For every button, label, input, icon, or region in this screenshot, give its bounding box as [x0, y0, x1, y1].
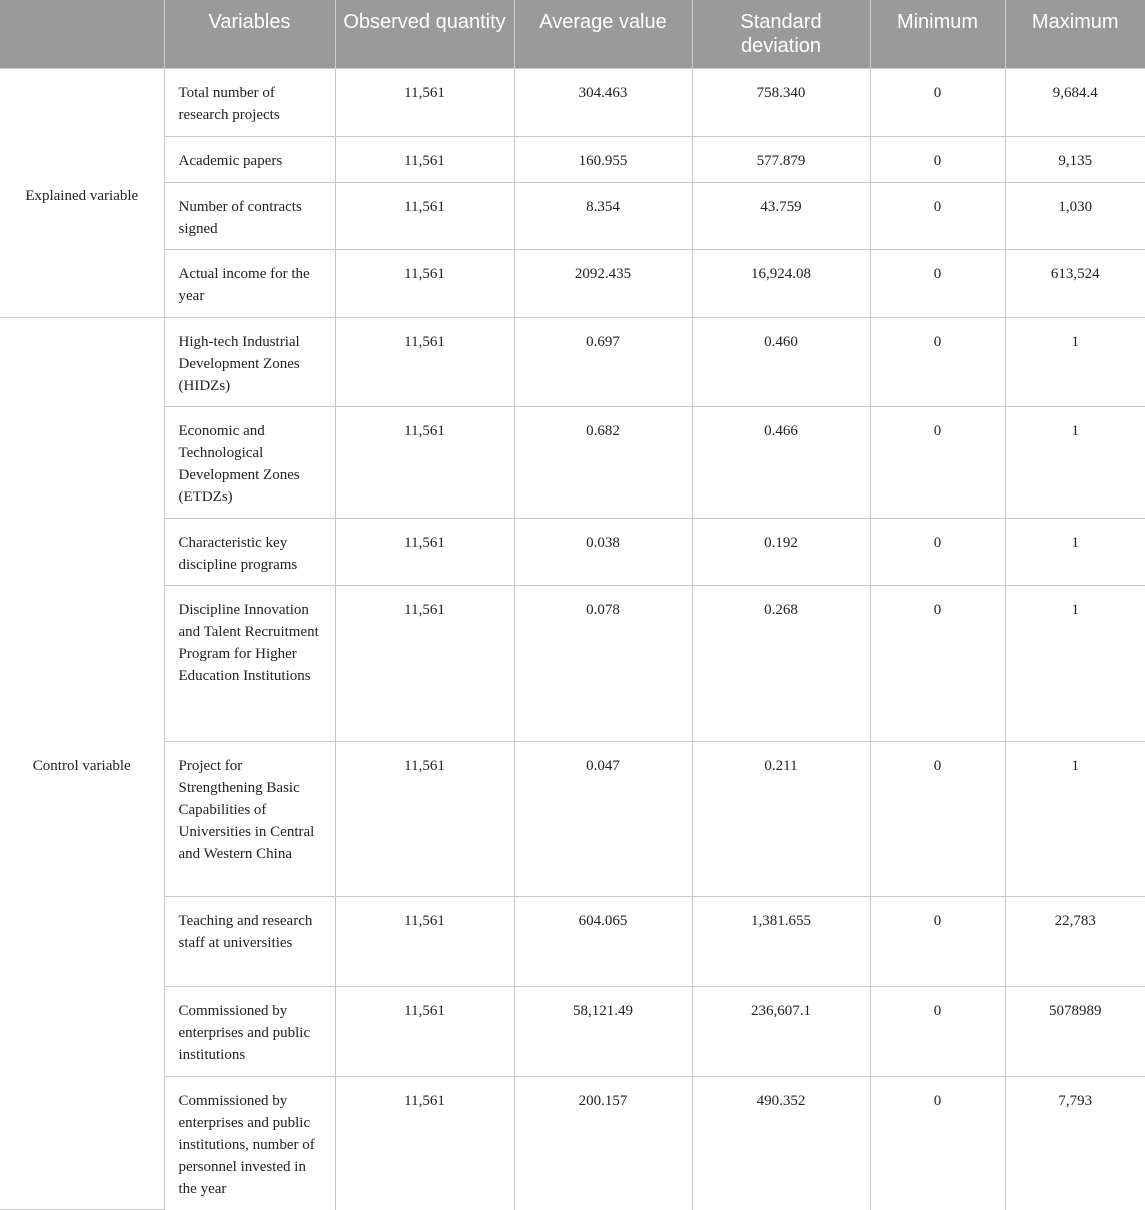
header-average-value: Average value [514, 0, 692, 69]
table-row [0, 1077, 1145, 1210]
sd-cell: 43.759 [692, 183, 870, 250]
min-cell: 0 [870, 318, 1005, 407]
average-cell: 304.463 [514, 69, 692, 137]
observed-cell: 11,561 [335, 987, 514, 1077]
header-observed-quantity: Observed quantity [335, 0, 514, 69]
table-row [0, 137, 1145, 183]
max-cell: 1 [1005, 519, 1145, 586]
header-standard-deviation: Standard deviation [692, 0, 870, 69]
observed-cell: 11,561 [335, 183, 514, 250]
average-cell: 0.682 [514, 407, 692, 519]
min-cell: 0 [870, 137, 1005, 183]
min-cell: 0 [870, 897, 1005, 987]
table-row [0, 987, 1145, 1077]
observed-cell: 11,561 [335, 250, 514, 318]
sd-cell: 16,924.08 [692, 250, 870, 318]
average-cell: 8.354 [514, 183, 692, 250]
observed-cell: 11,561 [335, 137, 514, 183]
variable-name: Discipline Innovation and Talent Recruitment Program for Higher Education Institutions [164, 586, 335, 742]
max-cell: 1 [1005, 586, 1145, 742]
observed-cell: 11,561 [335, 1077, 514, 1210]
max-cell: 9,135 [1005, 137, 1145, 183]
variable-name: Total number of research projects [164, 69, 335, 137]
observed-cell: 11,561 [335, 407, 514, 519]
sd-cell: 577.879 [692, 137, 870, 183]
average-cell: 0.038 [514, 519, 692, 586]
table-row [0, 586, 1145, 742]
min-cell: 0 [870, 250, 1005, 318]
average-cell: 160.955 [514, 137, 692, 183]
variable-name: High-tech Industrial Development Zones (HIDZs) [164, 318, 335, 407]
max-cell: 1 [1005, 742, 1145, 897]
max-cell: 5078989 [1005, 987, 1145, 1077]
min-cell: 0 [870, 586, 1005, 742]
max-cell: 613,524 [1005, 250, 1145, 318]
min-cell: 0 [870, 1077, 1005, 1210]
sd-cell: 490.352 [692, 1077, 870, 1210]
table-row [0, 742, 1145, 897]
observed-cell: 11,561 [335, 69, 514, 137]
variable-name: Commissioned by enterprises and public institutions [164, 987, 335, 1077]
table-row [0, 407, 1145, 519]
variable-name: Actual income for the year [164, 250, 335, 318]
average-cell: 604.065 [514, 897, 692, 987]
average-cell: 58,121.49 [514, 987, 692, 1077]
sd-cell: 0.466 [692, 407, 870, 519]
max-cell: 1 [1005, 407, 1145, 519]
max-cell: 9,684.4 [1005, 69, 1145, 137]
sd-cell: 0.192 [692, 519, 870, 586]
header-maximum: Maximum [1005, 0, 1145, 69]
average-cell: 0.047 [514, 742, 692, 897]
observed-cell: 11,561 [335, 742, 514, 897]
sd-cell: 236,607.1 [692, 987, 870, 1077]
variable-name: Characteristic key discipline programs [164, 519, 335, 586]
table-row [0, 519, 1145, 586]
min-cell: 0 [870, 987, 1005, 1077]
min-cell: 0 [870, 183, 1005, 250]
average-cell: 200.157 [514, 1077, 692, 1210]
header-row [0, 0, 1145, 69]
average-cell: 2092.435 [514, 250, 692, 318]
variable-name: Teaching and research staff at universities [164, 897, 335, 987]
table-row [0, 318, 1145, 407]
header-group [0, 0, 164, 69]
sd-cell: 1,381.655 [692, 897, 870, 987]
sd-cell: 0.460 [692, 318, 870, 407]
table-row [0, 897, 1145, 987]
max-cell: 22,783 [1005, 897, 1145, 987]
sd-cell: 758.340 [692, 69, 870, 137]
header-minimum: Minimum [870, 0, 1005, 69]
observed-cell: 11,561 [335, 519, 514, 586]
max-cell: 7,793 [1005, 1077, 1145, 1210]
observed-cell: 11,561 [335, 586, 514, 742]
group-label: Explained variable [0, 69, 164, 318]
min-cell: 0 [870, 407, 1005, 519]
min-cell: 0 [870, 742, 1005, 897]
observed-cell: 11,561 [335, 897, 514, 987]
max-cell: 1,030 [1005, 183, 1145, 250]
max-cell: 1 [1005, 318, 1145, 407]
table-row [0, 250, 1145, 318]
variable-name: Number of contracts signed [164, 183, 335, 250]
sd-cell: 0.268 [692, 586, 870, 742]
header-variables: Variables [164, 0, 335, 69]
variable-name: Project for Strengthening Basic Capabilities of Universities in Central and Western China [164, 742, 335, 897]
average-cell: 0.078 [514, 586, 692, 742]
variable-name: Academic papers [164, 137, 335, 183]
variable-name: Economic and Technological Development Zones (ETDZs) [164, 407, 335, 519]
min-cell: 0 [870, 519, 1005, 586]
min-cell: 0 [870, 69, 1005, 137]
table-row [0, 69, 1145, 137]
sd-cell: 0.211 [692, 742, 870, 897]
table-row [0, 183, 1145, 250]
variable-name: Commissioned by enterprises and public institutions, number of personnel invested in the year [164, 1077, 335, 1210]
observed-cell: 11,561 [335, 318, 514, 407]
group-label: Control variable [0, 318, 164, 1210]
average-cell: 0.697 [514, 318, 692, 407]
